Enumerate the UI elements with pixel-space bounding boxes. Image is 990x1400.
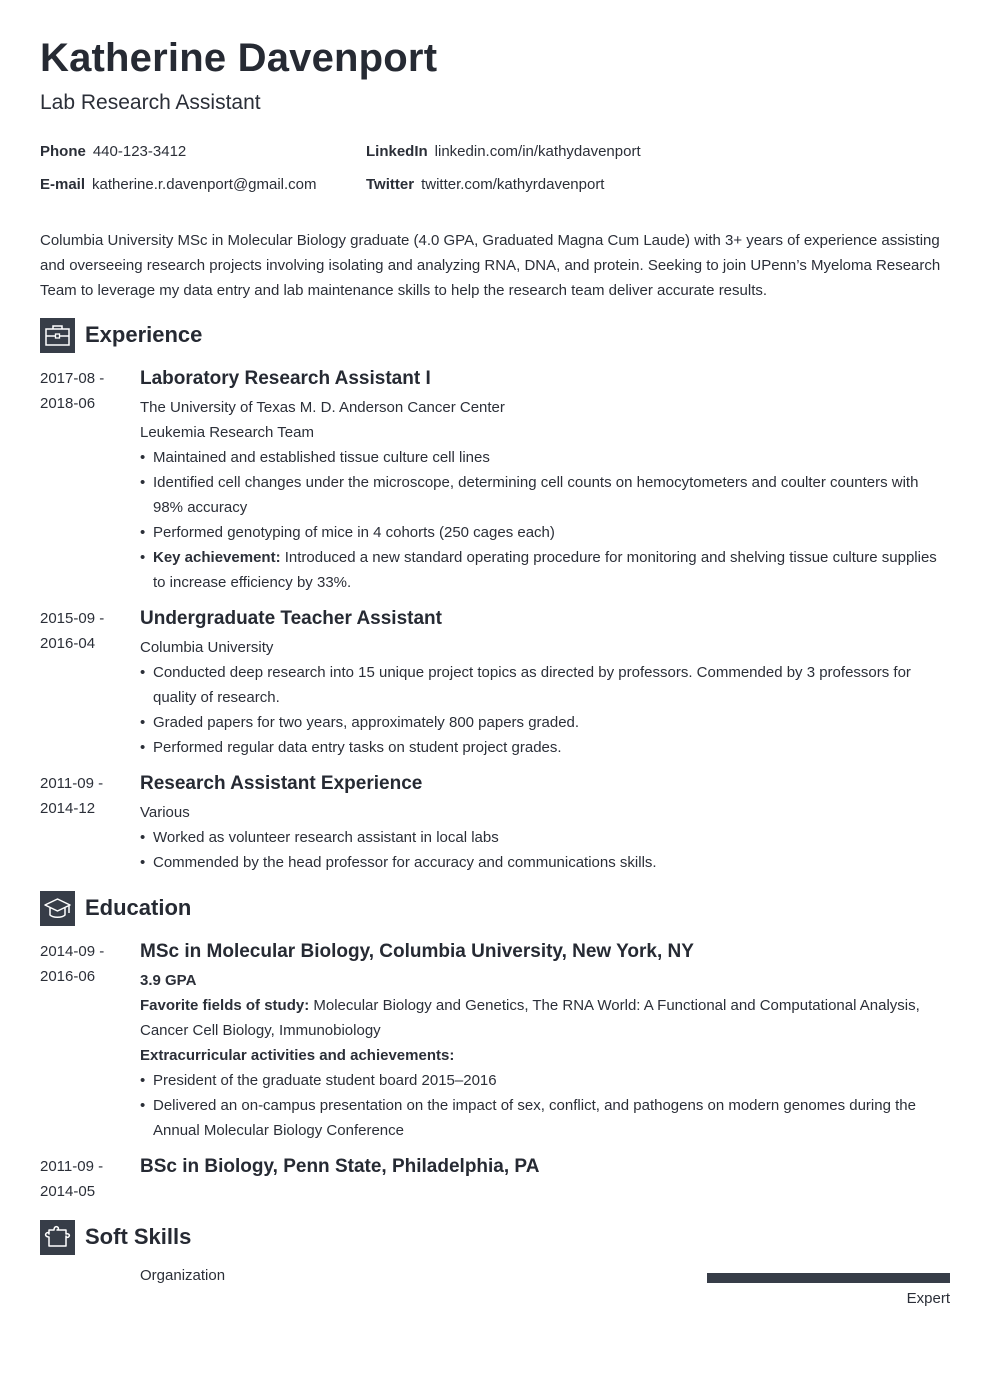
- bullet-item: • Performed genotyping of mice in 4 cohorts (250 cages each): [140, 520, 950, 545]
- end-date: 2014-05: [40, 1183, 96, 1200]
- contact-twitter: [366, 176, 604, 193]
- contact-phone: [40, 143, 186, 160]
- education-heading: Education: [85, 895, 192, 920]
- job-dates: [40, 366, 130, 416]
- end-date: 2014-12: [40, 800, 96, 817]
- education-bullets: [140, 1068, 950, 1143]
- gpa: 3.9 GPA: [140, 972, 197, 989]
- job-organization: Various: [140, 804, 190, 821]
- job-organization: The University of Texas M. D. Anderson Cancer Center: [140, 399, 505, 416]
- briefcase-icon: [40, 318, 75, 353]
- job-bullets: [140, 445, 950, 595]
- skill-level-fill: [707, 1273, 950, 1283]
- puzzle-piece-icon: [40, 1220, 75, 1255]
- fields-label: Favorite fields of study:: [140, 997, 310, 1014]
- experience-heading: Experience: [85, 322, 203, 347]
- education-dates: [40, 939, 130, 989]
- job-title: Lab Research Assistant: [40, 91, 261, 114]
- job-dates: [40, 606, 130, 656]
- bullet-item: • Commended by the head professor for accuracy and communications skills.: [140, 850, 950, 875]
- education-entry: [140, 1154, 950, 1183]
- job-organization: Columbia University: [140, 639, 274, 656]
- bullet-item: • Delivered an on-campus presentation on the impact of sex, conflict, and pathogens on modern genomes during the Annual Molecular Biology Conference: [140, 1093, 950, 1143]
- job-dates: [40, 771, 130, 821]
- email-value[interactable]: katherine.r.davenport@gmail.com: [92, 176, 317, 193]
- start-date: 2017-08 -: [40, 370, 105, 387]
- contact-linkedin: [366, 143, 641, 160]
- end-date: 2016-06: [40, 968, 96, 985]
- bullet-item: • President of the graduate student board 2015–2016: [140, 1068, 950, 1093]
- start-date: 2011-09 -: [40, 1158, 104, 1175]
- profile-summary: Columbia University MSc in Molecular Biology graduate (4.0 GPA, Graduated Magna Cum Laude) with 3+ years of experience assisting and overseeing research projects involving isolating and analyzing RNA, DNA, and protein. Seeking to join UPenn’s Myeloma Research Team to leverage my data entry and lab maintenance skills to help the research team deliver accurate results.: [40, 232, 941, 299]
- contact-email: [40, 176, 317, 193]
- bullet-item: • Graded papers for two years, approximately 800 papers graded.: [140, 710, 950, 735]
- twitter-label: Twitter: [366, 176, 415, 193]
- degree-heading: BSc in Biology, Penn State, Philadelphia, PA: [140, 1156, 540, 1177]
- education-dates: [40, 1154, 130, 1204]
- job-bullets: [140, 825, 950, 875]
- phone-value: 440-123-3412: [92, 143, 187, 160]
- start-date: 2011-09 -: [40, 775, 104, 792]
- start-date: 2014-09 -: [40, 943, 105, 960]
- end-date: 2016-04: [40, 635, 96, 652]
- bullet-item: • Worked as volunteer research assistant in local labs: [140, 825, 950, 850]
- start-date: 2015-09 -: [40, 610, 105, 627]
- candidate-name: Katherine Davenport: [40, 36, 438, 80]
- bullet-item: • Maintained and established tissue culture cell lines: [140, 445, 950, 470]
- skill-level-bar: [707, 1273, 950, 1283]
- bullet-item: • Identified cell changes under the microscope, determining cell counts on hemocytometers and coulter counters with 98% accuracy: [140, 470, 950, 520]
- linkedin-value[interactable]: linkedin.com/in/kathydavenport: [434, 143, 641, 160]
- bullet-item: • Conducted deep research into 15 unique project topics as directed by professors. Commended by 3 professors for quality of research.: [140, 660, 950, 710]
- job-title-heading: Laboratory Research Assistant I: [140, 368, 431, 389]
- education-entry: [140, 939, 950, 1143]
- fields-of-study: [140, 993, 950, 1043]
- job-title-heading: Undergraduate Teacher Assistant: [140, 608, 442, 629]
- email-label: E-mail: [40, 176, 86, 193]
- graduation-cap-icon: [40, 891, 75, 926]
- end-date: 2018-06: [40, 395, 96, 412]
- key-achievement-text: Introduced a new standard operating procedure for monitoring and shelving tissue culture supplies to increase efficiency by 33%.: [153, 549, 937, 591]
- linkedin-label: LinkedIn: [366, 143, 428, 160]
- skill-level-label: Expert: [906, 1290, 950, 1307]
- soft-skills-heading: Soft Skills: [85, 1224, 192, 1249]
- key-achievement-label: Key achievement:: [153, 549, 281, 566]
- job-title-heading: Research Assistant Experience: [140, 773, 423, 794]
- bullet-item: • Performed regular data entry tasks on student project grades.: [140, 735, 950, 760]
- phone-label: Phone: [40, 143, 86, 160]
- extracurricular-label: Extracurricular activities and achievements:: [140, 1047, 455, 1064]
- fields-text: Molecular Biology and Genetics, The RNA World: A Functional and Computational Analysis, Cancer Cell Biology, Immunobiology: [140, 997, 920, 1039]
- job-entry: [140, 771, 950, 875]
- job-bullets: [140, 660, 950, 760]
- job-team: Leukemia Research Team: [140, 424, 314, 441]
- twitter-value[interactable]: twitter.com/kathyrdavenport: [421, 176, 605, 193]
- bullet-item: [140, 545, 950, 595]
- job-entry: [140, 366, 950, 595]
- job-entry: [140, 606, 950, 760]
- degree-heading: MSc in Molecular Biology, Columbia University, New York, NY: [140, 941, 694, 962]
- skill-name: Organization: [140, 1267, 226, 1284]
